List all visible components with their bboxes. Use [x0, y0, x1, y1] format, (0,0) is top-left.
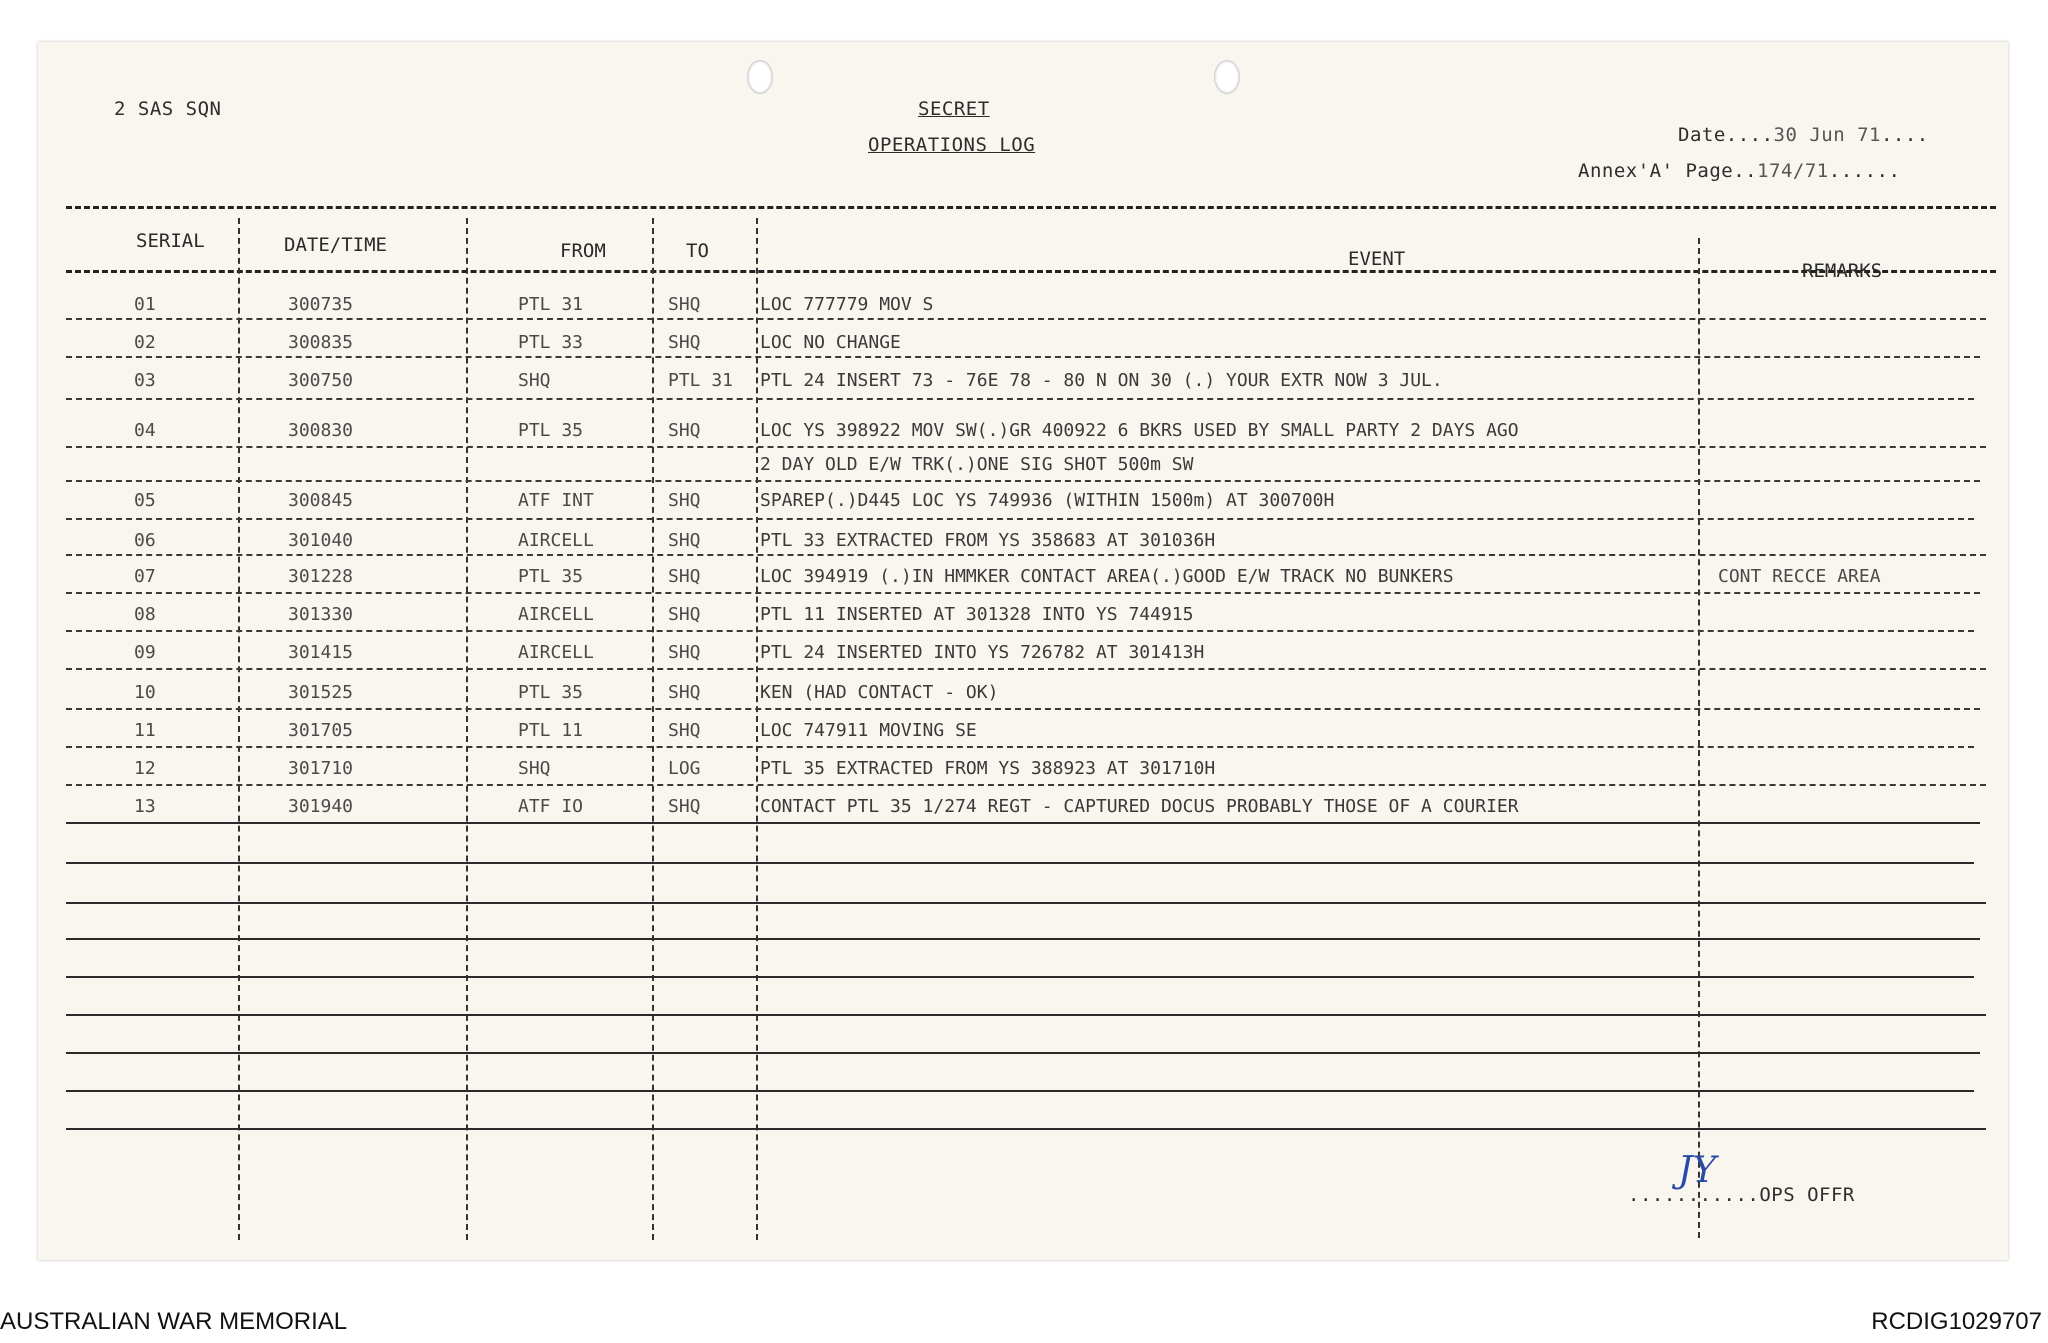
log-row	[38, 364, 2008, 398]
log-row	[38, 598, 2008, 632]
ruled-line	[66, 356, 1980, 358]
date-field: Date....30 Jun 71....	[1678, 124, 1929, 146]
log-row	[38, 326, 2008, 360]
ruled-line	[66, 446, 1986, 448]
footer-archive-name: AUSTRALIAN WAR MEMORIAL	[0, 1308, 348, 1335]
log-row	[38, 714, 2008, 748]
entry-datetime: 301415	[288, 642, 354, 663]
entry-serial: 12	[134, 758, 156, 779]
column-header-to: TO	[686, 240, 709, 262]
entry-event: PTL 24 INSERT 73 - 76E 78 - 80 N ON 30 (.) YOUR EXTR NOW 3 JUL.	[760, 370, 1443, 391]
punch-hole	[747, 60, 773, 94]
entry-from: ATF INT	[518, 490, 594, 511]
entry-datetime: 300830	[288, 420, 354, 441]
ruled-line	[66, 862, 1974, 864]
entry-from: AIRCELL	[518, 530, 594, 551]
entry-to: SHQ	[668, 642, 701, 663]
ruled-line	[66, 1128, 1986, 1130]
ruled-line	[66, 1090, 1974, 1092]
column-header-from: FROM	[560, 240, 606, 262]
entry-datetime: 300750	[288, 370, 354, 391]
entry-serial: 04	[134, 420, 156, 441]
entry-serial: 13	[134, 796, 156, 817]
entry-to: SHQ	[668, 530, 701, 551]
ruled-line	[66, 1052, 1980, 1054]
log-row	[38, 448, 2008, 482]
entry-serial: 09	[134, 642, 156, 663]
ruled-line	[66, 518, 1974, 520]
entry-datetime: 300845	[288, 490, 354, 511]
log-row	[38, 524, 2008, 558]
ruled-line	[66, 668, 1986, 670]
entry-to: SHQ	[668, 604, 701, 625]
ruled-line	[66, 318, 1986, 320]
entry-to: SHQ	[668, 332, 701, 353]
entry-event: LOC NO CHANGE	[760, 332, 901, 353]
ruled-line	[66, 554, 1986, 556]
entry-from: AIRCELL	[518, 604, 594, 625]
entry-serial: 01	[134, 294, 156, 315]
ruled-line	[66, 1014, 1986, 1016]
entry-from: SHQ	[518, 370, 551, 391]
entry-to: SHQ	[668, 682, 701, 703]
operations-log-sheet	[38, 42, 2008, 1260]
entry-datetime: 300735	[288, 294, 354, 315]
ruled-line	[66, 938, 1980, 940]
entry-serial: 03	[134, 370, 156, 391]
entry-datetime: 301228	[288, 566, 354, 587]
table-top-rule	[66, 206, 1996, 209]
log-row	[38, 676, 2008, 710]
annex-value: 174/71	[1757, 160, 1829, 182]
classification: SECRET	[918, 98, 990, 120]
entry-datetime: 301705	[288, 720, 354, 741]
column-header-datetime: DATE/TIME	[284, 234, 387, 256]
date-label: Date	[1678, 124, 1726, 146]
entry-from: PTL 35	[518, 420, 584, 441]
ops-officer-signature: JY	[1678, 1150, 1717, 1191]
entry-from: PTL 11	[518, 720, 584, 741]
unit-name: 2 SAS SQN	[114, 98, 222, 120]
log-row	[38, 560, 2008, 594]
entry-from: PTL 35	[518, 566, 584, 587]
entry-event: LOC YS 398922 MOV SW(.)GR 400922 6 BKRS USED BY SMALL PARTY 2 DAYS AGO	[760, 420, 1519, 441]
column-header-remarks: REMARKS	[1802, 260, 1883, 282]
entry-event: LOC 747911 MOVING SE	[760, 720, 977, 741]
entry-to: SHQ	[668, 720, 701, 741]
log-row	[38, 484, 2008, 518]
date-value: 30 Jun 71	[1773, 124, 1881, 146]
entry-event: LOC 777779 MOV S	[760, 294, 934, 315]
log-row	[38, 790, 2008, 824]
ruled-line	[66, 746, 1974, 748]
entry-serial: 02	[134, 332, 156, 353]
column-header-serial: SERIAL	[136, 230, 205, 252]
entry-datetime: 301525	[288, 682, 354, 703]
footer-record-id: RCDIG1029707	[1871, 1308, 2042, 1335]
entry-serial: 08	[134, 604, 156, 625]
log-row	[38, 414, 2008, 448]
entry-from: SHQ	[518, 758, 551, 779]
ops-officer-line: ...........OPS OFFR	[1628, 1184, 1855, 1206]
log-row	[38, 636, 2008, 670]
entry-datetime: 300835	[288, 332, 354, 353]
entry-serial: 10	[134, 682, 156, 703]
entry-from: ATF IO	[518, 796, 584, 817]
entry-datetime: 301040	[288, 530, 354, 551]
punch-hole	[1214, 60, 1240, 94]
entry-event: KEN (HAD CONTACT - OK)	[760, 682, 999, 703]
entry-remarks: CONT RECCE AREA	[1718, 566, 1881, 587]
ruled-line	[66, 398, 1974, 400]
table-header-rule	[66, 270, 1996, 273]
entry-event: CONTACT PTL 35 1/274 REGT - CAPTURED DOCUS PROBABLY THOSE OF A COURIER	[760, 796, 1519, 817]
entry-from: AIRCELL	[518, 642, 594, 663]
ruled-line	[66, 784, 1986, 786]
entry-from: PTL 35	[518, 682, 584, 703]
entry-to: SHQ	[668, 294, 701, 315]
entry-to: SHQ	[668, 566, 701, 587]
ruled-line	[66, 822, 1980, 824]
entry-to: SHQ	[668, 490, 701, 511]
entry-serial: 06	[134, 530, 156, 551]
entry-serial: 11	[134, 720, 156, 741]
column-header-event: EVENT	[1348, 248, 1406, 270]
document-title: OPERATIONS LOG	[868, 134, 1036, 156]
entry-event: PTL 35 EXTRACTED FROM YS 388923 AT 301710H	[760, 758, 1216, 779]
entry-event: PTL 11 INSERTED AT 301328 INTO YS 744915	[760, 604, 1194, 625]
ruled-line	[66, 592, 1980, 594]
ruled-line	[66, 708, 1980, 710]
entry-to: PTL 31	[668, 370, 734, 391]
entry-datetime: 301330	[288, 604, 354, 625]
log-row	[38, 288, 2008, 322]
ruled-line	[66, 480, 1980, 482]
ruled-line	[66, 976, 1974, 978]
entry-to: SHQ	[668, 796, 701, 817]
entry-datetime: 301940	[288, 796, 354, 817]
entry-serial: 05	[134, 490, 156, 511]
entry-event: SPAREP(.)D445 LOC YS 749936 (WITHIN 1500m) AT 300700H	[760, 490, 1335, 511]
entry-event: 2 DAY OLD E/W TRK(.)ONE SIG SHOT 500m SW	[760, 454, 1194, 475]
annex-field: Annex'A' Page..174/71......	[1578, 160, 1901, 182]
ruled-line	[66, 902, 1986, 904]
ruled-line	[66, 630, 1974, 632]
entry-event: PTL 33 EXTRACTED FROM YS 358683 AT 301036H	[760, 530, 1216, 551]
entry-event: PTL 24 INSERTED INTO YS 726782 AT 301413H	[760, 642, 1205, 663]
entry-from: PTL 31	[518, 294, 584, 315]
entry-to: LOG	[668, 758, 701, 779]
entry-datetime: 301710	[288, 758, 354, 779]
log-row	[38, 752, 2008, 786]
entry-event: LOC 394919 (.)IN HMMKER CONTACT AREA(.)GOOD E/W TRACK NO BUNKERS	[760, 566, 1454, 587]
entry-from: PTL 33	[518, 332, 584, 353]
entry-to: SHQ	[668, 420, 701, 441]
annex-label: Annex'A' Page	[1578, 160, 1734, 182]
entry-serial: 07	[134, 566, 156, 587]
